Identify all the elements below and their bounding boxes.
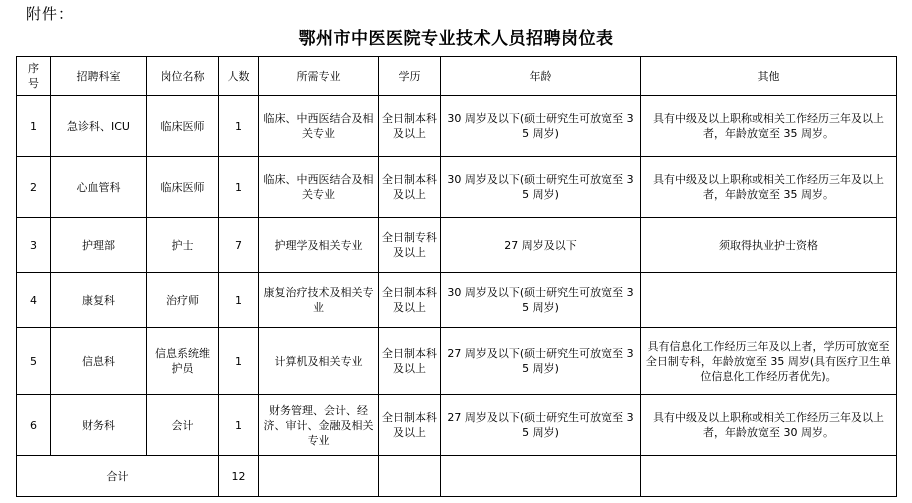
cell-age: 27 周岁及以下(硕士研究生可放宽至 35 周岁)	[441, 328, 641, 395]
total-label: 合计	[17, 456, 219, 497]
cell-age: 30 周岁及以下(硕士研究生可放宽至 35 周岁)	[441, 157, 641, 218]
total-education-blank	[379, 456, 441, 497]
table-header-row	[17, 57, 897, 96]
cell-count: 1	[219, 157, 259, 218]
column-header-no	[17, 57, 51, 96]
column-header-no-line2: 号	[28, 77, 39, 90]
cell-post: 护士	[147, 218, 219, 273]
table-row	[17, 157, 897, 218]
page-title: 鄂州市中医医院专业技术人员招聘岗位表	[298, 29, 614, 49]
cell-no: 5	[17, 328, 51, 395]
cell-education: 全日制本科及以上	[379, 273, 441, 328]
job-table-container	[16, 56, 896, 497]
cell-dept: 急诊科、ICU	[51, 96, 147, 157]
cell-count: 1	[219, 96, 259, 157]
total-age-blank	[441, 456, 641, 497]
cell-post: 信息系统维护员	[147, 328, 219, 395]
column-header-age: 年龄	[441, 57, 641, 96]
table-header	[17, 57, 897, 96]
cell-other: 具有中级及以上职称或相关工作经历三年及以上者，年龄放宽至 30 周岁。	[641, 395, 897, 456]
cell-post: 会计	[147, 395, 219, 456]
cell-count: 1	[219, 273, 259, 328]
table-total-row	[17, 456, 897, 497]
cell-age: 30 周岁及以下(硕士研究生可放宽至 35 周岁)	[441, 273, 641, 328]
column-header-count: 人数	[219, 57, 259, 96]
cell-dept: 信息科	[51, 328, 147, 395]
cell-education: 全日制本科及以上	[379, 157, 441, 218]
cell-post: 临床医师	[147, 96, 219, 157]
cell-major: 计算机及相关专业	[259, 328, 379, 395]
cell-count: 1	[219, 328, 259, 395]
cell-dept: 心血管科	[51, 157, 147, 218]
table-row	[17, 328, 897, 395]
cell-no: 2	[17, 157, 51, 218]
cell-education: 全日制本科及以上	[379, 96, 441, 157]
cell-no: 6	[17, 395, 51, 456]
table-body	[17, 96, 897, 497]
cell-major: 康复治疗技术及相关专业	[259, 273, 379, 328]
cell-major: 临床、中西医结合及相关专业	[259, 96, 379, 157]
column-header-other: 其他	[641, 57, 897, 96]
cell-education: 全日制专科及以上	[379, 218, 441, 273]
column-header-major: 所需专业	[259, 57, 379, 96]
cell-count: 1	[219, 395, 259, 456]
cell-education: 全日制本科及以上	[379, 395, 441, 456]
cell-other: 须取得执业护士资格	[641, 218, 897, 273]
cell-major: 临床、中西医结合及相关专业	[259, 157, 379, 218]
cell-no: 3	[17, 218, 51, 273]
table-row	[17, 218, 897, 273]
column-header-post: 岗位名称	[147, 57, 219, 96]
total-major-blank	[259, 456, 379, 497]
cell-age: 27 周岁及以下	[441, 218, 641, 273]
total-count: 12	[219, 456, 259, 497]
cell-education: 全日制本科及以上	[379, 328, 441, 395]
column-header-no-line1: 序	[28, 62, 39, 75]
cell-major: 护理学及相关专业	[259, 218, 379, 273]
table-row	[17, 395, 897, 456]
cell-age: 30 周岁及以下(硕士研究生可放宽至 35 周岁)	[441, 96, 641, 157]
cell-other: 具有信息化工作经历三年及以上者，学历可放宽至全日制专科，年龄放宽至 35 周岁(具有医疗卫生单位信息化工作经历者优先)。	[641, 328, 897, 395]
cell-other	[641, 273, 897, 328]
cell-count: 7	[219, 218, 259, 273]
attachment-label: 附件：	[26, 5, 75, 23]
column-header-dept: 招聘科室	[51, 57, 147, 96]
total-other-blank	[641, 456, 897, 497]
cell-post: 临床医师	[147, 157, 219, 218]
recruitment-positions-table	[16, 56, 897, 497]
cell-other: 具有中级及以上职称或相关工作经历三年及以上者，年龄放宽至 35 周岁。	[641, 157, 897, 218]
cell-dept: 护理部	[51, 218, 147, 273]
cell-dept: 财务科	[51, 395, 147, 456]
cell-no: 1	[17, 96, 51, 157]
cell-dept: 康复科	[51, 273, 147, 328]
cell-other: 具有中级及以上职称或相关工作经历三年及以上者，年龄放宽至 35 周岁。	[641, 96, 897, 157]
column-header-education: 学历	[379, 57, 441, 96]
cell-post: 治疗师	[147, 273, 219, 328]
table-row	[17, 96, 897, 157]
cell-no: 4	[17, 273, 51, 328]
cell-major: 财务管理、会计、经济、审计、金融及相关专业	[259, 395, 379, 456]
cell-age: 27 周岁及以下(硕士研究生可放宽至 35 周岁)	[441, 395, 641, 456]
table-row	[17, 273, 897, 328]
